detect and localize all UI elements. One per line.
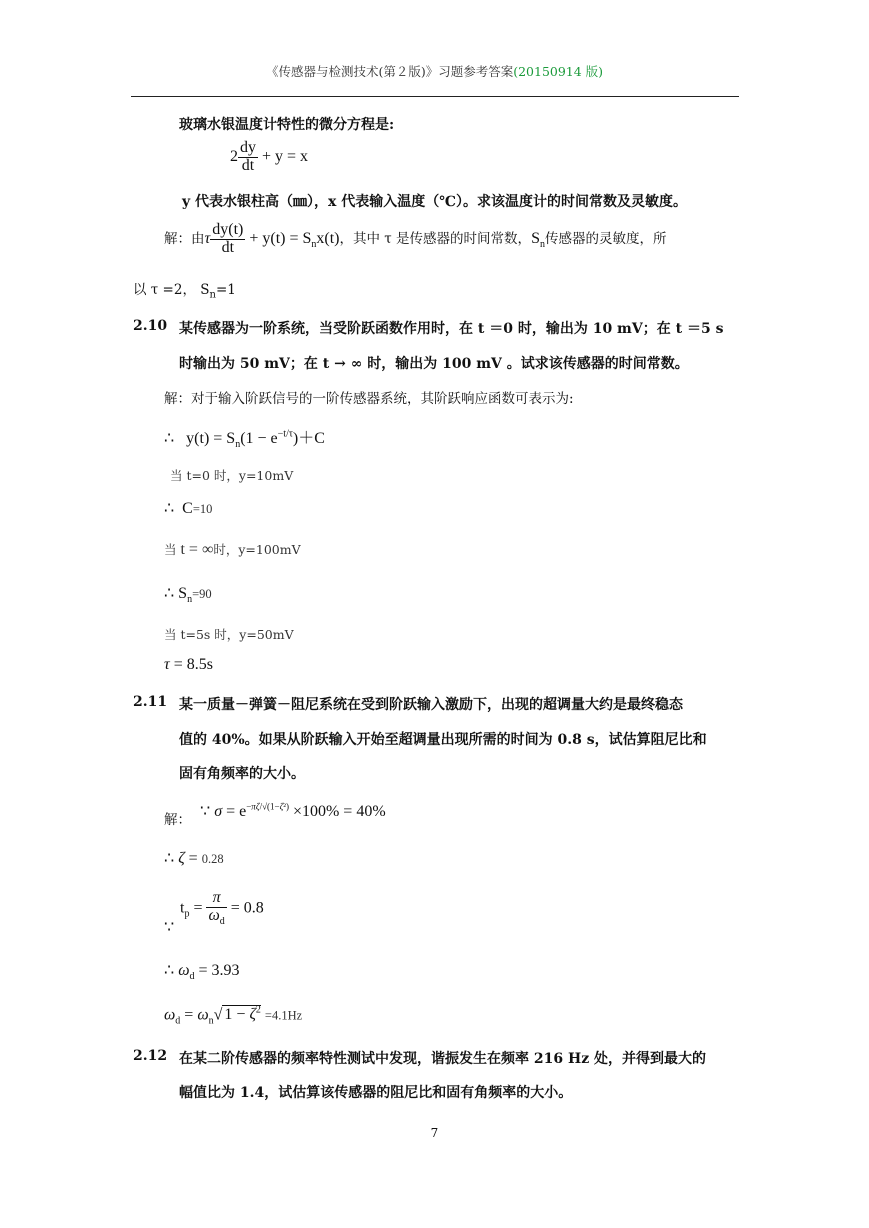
q210-cond3: 当 t=5s 时，y=50mV <box>164 627 294 642</box>
q212-number: 2.12 <box>133 1048 168 1064</box>
q210-solution: 解：对于输入阶跃信号的一阶传感器系统，其阶跃响应函数可表示为: <box>164 391 574 407</box>
q210-c: ∴ C=10 <box>164 500 213 517</box>
q211-line2: 值的 40%。如果从阶跃输入开始至超调量出现所需的时间为 0.8 s，试估算阻尼比和 <box>179 732 707 748</box>
q210-number: 2.10 <box>133 318 168 334</box>
q210-cond1: 当 t=0 时，y=10mV <box>170 468 294 483</box>
q211-solution: 解： <box>164 812 191 828</box>
solution-result: 以 τ =2， $S_n=1$ <box>133 282 236 301</box>
q211-zeta: ∴ ζ = 0.28 <box>164 850 224 867</box>
q212-line1: 在某二阶传感器的频率特性测试中发现，谐振发生在频率 216 Hz 处，并得到最大的 <box>179 1051 707 1067</box>
q211-line1: 某一质量－弹簧－阻尼系统在受到阶跃输入激励下，出现的超调量大约是最终稳态 <box>179 697 683 713</box>
q211-tp: $t_p$ = $\frac{\pi}{\omega_d}$ = 0.8 <box>180 889 264 927</box>
q212-line2: 幅值比为 1.4，试估算该传感器的阻尼比和固有角频率的大小。 <box>179 1085 573 1101</box>
q211-line3: 固有角频率的大小。 <box>179 766 305 782</box>
header-rule <box>131 96 739 97</box>
q211-because: ∵ <box>164 919 175 936</box>
q210-sn: ∴ $S_n=90$ <box>164 585 212 606</box>
intro-text: 玻璃水银温度计特性的微分方程是: <box>179 117 395 133</box>
q210-tau: τ = 8.5s <box>164 656 213 673</box>
page-header: 《传感器与检测技术(第２版)》习题参考答案(20150914 版) <box>265 64 604 79</box>
q211-wn: $\omega_d = \omega_n√$ $1 - \zeta^2 =4.1Hz$ <box>164 1005 303 1027</box>
given-text: y 代表水银柱高（㎜），x 代表输入温度（℃）。求该温度计的时间常数及灵敏度。 <box>182 194 688 210</box>
q211-number: 2.11 <box>133 694 168 710</box>
equation-1: 2 $\frac{dy}{dt}$ + y = x <box>230 139 309 174</box>
version-tag: (20150914 版) <box>513 64 604 79</box>
q210-line2: 时输出为 50 mV；在 t → ∞ 时，输出为 100 mV 。试求该传感器的时间常数。 <box>179 356 689 372</box>
solution-line: 解：由τ $\frac{dy(t)}{dt}$ + $y(t) = S_nx(t)$，其中 τ 是传感器的时间常数，$S_n$传感器的灵敏度，所 <box>164 221 667 256</box>
page-number: 7 <box>430 1126 439 1140</box>
q210-line1: 某传感器为一阶系统，当受阶跃函数作用时，在 t ＝0 时，输出为 10 mV；在 t ＝5 s <box>179 321 724 337</box>
q211-sigma-eq: ∵ $\sigma = e^{-\pi\zeta/√(1-\zeta^2)} \times 100\% = 40\%$ <box>200 801 386 820</box>
q210-eq-y: ∴ $y(t) = S_n(1 - e^{-t/\tau})+C$ <box>164 428 325 451</box>
q211-wd: ∴ $\omega_d = 3.93$ <box>164 962 240 983</box>
q210-cond2: 当 t = ∞时，y=100mV <box>164 541 301 558</box>
